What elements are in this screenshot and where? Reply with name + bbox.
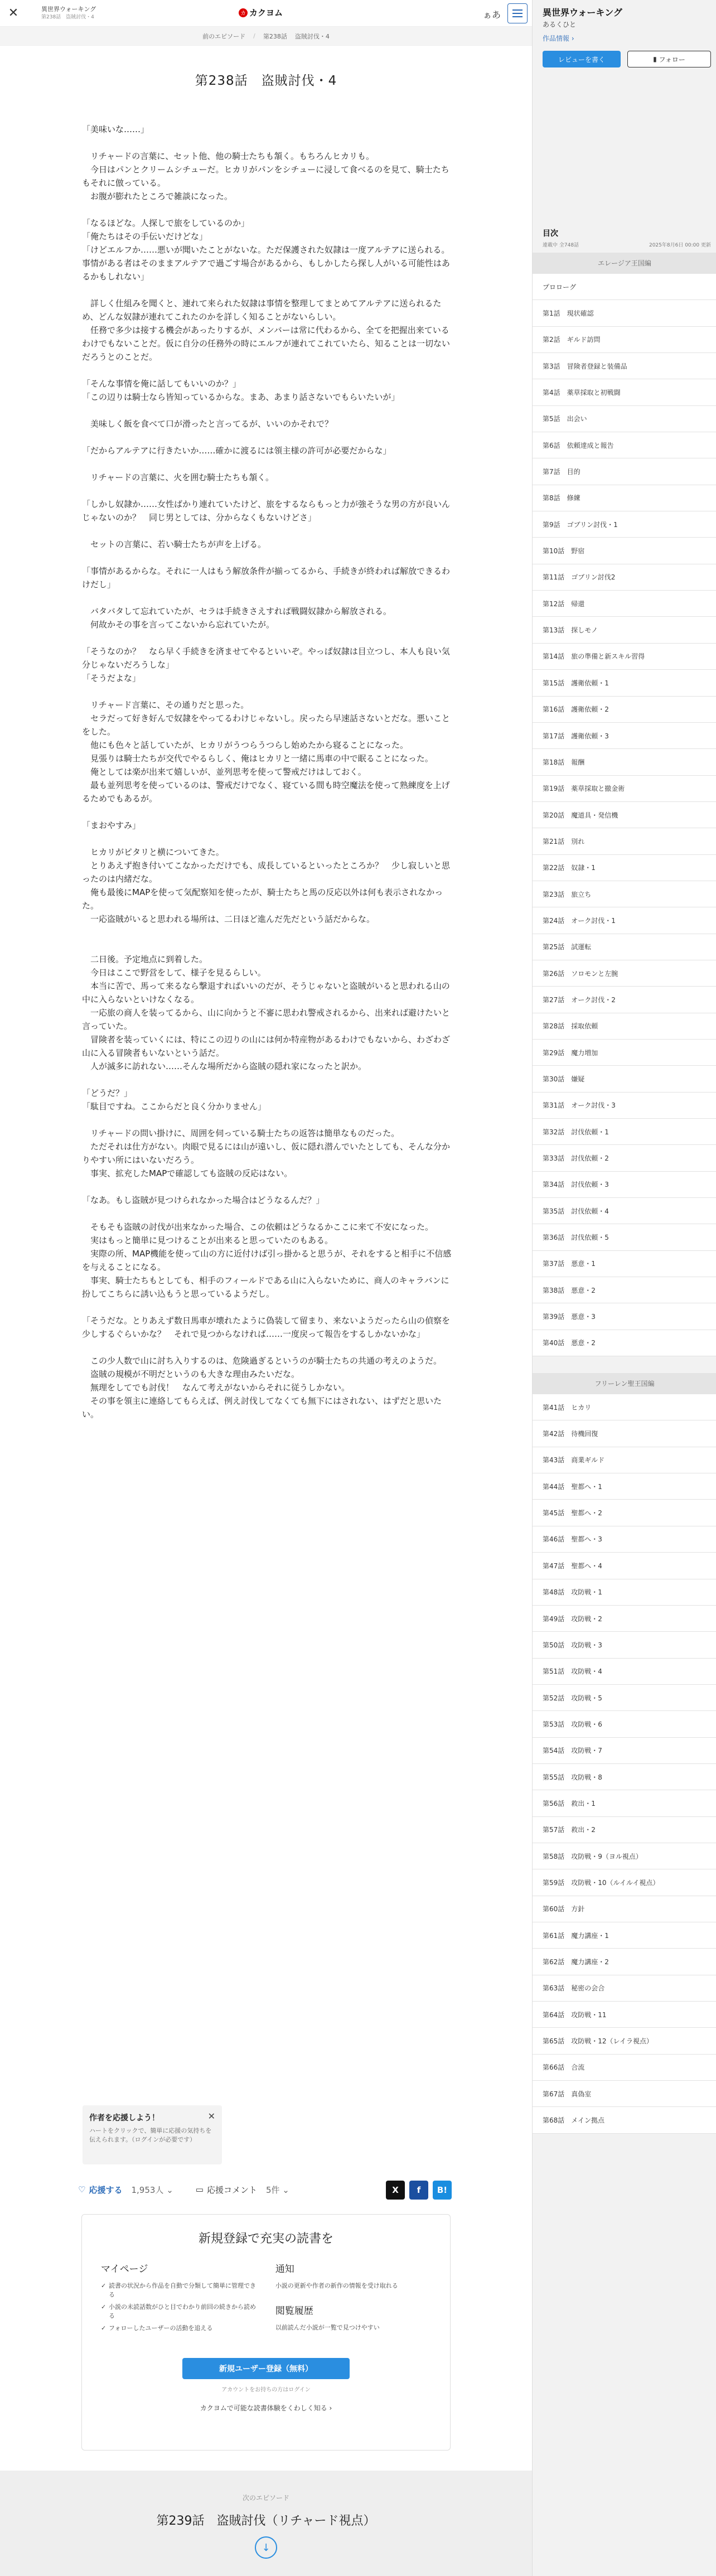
top-bar (0, 0, 532, 27)
body-paragraph: 「なあ。もし盗賊が見つけられなかった場合はどうなるんだ？」 (82, 1195, 325, 1205)
toc-episode-link[interactable]: 第21話 別れ (533, 828, 716, 854)
toc-episode-link[interactable]: 第23話 旅立ち (533, 881, 716, 907)
action-bar (78, 2179, 452, 2200)
body-paragraph: 俺も最後にMAPを使って気配察知を使ったが、騎士たちと馬の反応以外は何も表示されなかった。 (82, 887, 443, 911)
toc-episode-link[interactable]: 第68話 メイン拠点 (533, 2107, 716, 2133)
text-size-button[interactable]: ぁあ (483, 9, 501, 20)
register-title: 新規登録で充実の読書を (198, 2232, 333, 2246)
body-paragraph (82, 551, 456, 564)
toc-episode-link[interactable]: 第4話 薬草採取と初戦闘 (533, 379, 716, 405)
toc-episode-link[interactable]: 第10話 野宿 (533, 538, 716, 564)
episode-count: 連載中 全748話 (543, 243, 579, 248)
toc-episode-link[interactable]: 第39話 悪意・3 (533, 1303, 716, 1330)
support-button[interactable] (78, 2184, 122, 2196)
body-paragraph: 二日後。予定地点に到着した。 (82, 954, 208, 964)
body-paragraph: 「事情があるからな。それに一人はもう解放条件が揃ってるから、手続きが終われば解放できるわけだし」 (82, 566, 451, 589)
body-paragraph (82, 805, 456, 819)
support-count-value: 1,953人 (131, 2184, 164, 2195)
toc-episode-link[interactable]: 第13話 探しモノ (533, 617, 716, 643)
body-paragraph: 事実、騎士たちもとしても、相手のフィールドである山に入らないために、商人のキャラバンに扮してこちらに誘い込もうと思っているようだし。 (82, 1275, 449, 1299)
body-paragraph: リチャードの言葉に、火を囲む騎士たちも頷く。 (82, 472, 274, 482)
body-paragraph: 俺としては楽が出来て嬉しいが、並列思考を使って警戒だけはしておく。 (82, 767, 366, 777)
body-paragraph: 「しかし奴隷か……女性ばかり連れていたけど、旅をするならもっと力が強そうな男の方が良いんじゃないのか？ 同じ男としては、分からなくもないけどさ」 (82, 499, 451, 523)
body-paragraph: リチャードの問い掛けに、周囲を伺っている騎士たちの返答は簡単なものだった。 (82, 1128, 400, 1138)
menu-icon (512, 9, 523, 11)
toc-episode-link[interactable]: 第25話 試運転 (533, 934, 716, 960)
next-episode-title[interactable]: 第239話 盗賊討伐（リチャード視点） (156, 2514, 376, 2528)
breadcrumb (0, 27, 532, 46)
support-desc: ハートをクリックで、簡単に応援の気持ちを伝えられます。（ログインが必要です） (89, 2127, 212, 2143)
toc-gap (533, 1356, 716, 1369)
body-paragraph: この少人数で山に討ち入りするのは、危険過ぎるというのが騎士たちの共通の考えのようだ。 (82, 1356, 442, 1366)
toc-episode-link[interactable]: 第18話 報酬 (533, 749, 716, 775)
body-paragraph (82, 136, 456, 149)
body-paragraph: 「そんな事情を俺に話してもいいのか？」 (82, 379, 241, 389)
menu-button[interactable] (507, 3, 528, 23)
body-paragraph (82, 832, 456, 845)
heart-icon: ♡ (78, 2184, 86, 2195)
body-paragraph (82, 631, 456, 645)
body-paragraph (82, 1341, 456, 1354)
body-paragraph (82, 1073, 456, 1086)
toc-episode-link[interactable]: 第5話 出会い (533, 406, 716, 432)
body-paragraph: 一応旅の商人を装ってるから、山に向かうと不審に思われ警戒されるから、出来れば避けたいと言っていた。 (82, 1008, 451, 1031)
table-of-contents (533, 228, 716, 2134)
body-paragraph: 最も並列思考を使っているのは、警戒だけでなく、寝ている間も時空魔法を使って熟練度を上げるためでもあるが。 (82, 780, 450, 804)
body-paragraph: 本当に苦で、馬って来るなら撃退すればいいのだが、そうじゃないと盗賊がいると思われる山の中に入らないといけなくなる。 (82, 981, 450, 1004)
toc-episode-link[interactable]: 第30話 嫌疑 (533, 1066, 716, 1092)
toc-episode-link[interactable]: 第14話 旅の準備と新スキル習得 (533, 644, 716, 670)
toc-episode-link[interactable]: 第28話 採取依頼 (533, 1013, 716, 1040)
toc-episode-link[interactable]: 第45話 聖都へ・2 (533, 1500, 716, 1526)
body-paragraph (82, 431, 456, 444)
body-paragraph (82, 457, 456, 471)
body-paragraph (82, 939, 456, 953)
mypage-heading: マイページ (101, 2264, 148, 2275)
toc-episode-link[interactable]: 第60話 方針 (533, 1896, 716, 1922)
body-paragraph: 「まおやすみ」 (82, 820, 141, 830)
toc-episode-link[interactable]: 第24話 オーク討伐・1 (533, 907, 716, 934)
body-paragraph (82, 203, 456, 216)
toc-episode-link[interactable]: 第65話 攻防戦・12（レイラ視点） (533, 2028, 716, 2054)
menu-icon-bar (512, 13, 523, 14)
body-paragraph: セットの言葉に、若い騎士たちが声を上げる。 (82, 539, 267, 549)
body-paragraph: そもそも盗賊の討伐が出来なかった場合、この依頼はどうなるかここに来て不安になった。 (82, 1222, 434, 1232)
body-paragraph: 「美味いな……」 (82, 124, 149, 134)
toc-episode-link[interactable]: 第46話 聖都へ・3 (533, 1526, 716, 1553)
mypage-item: ✓ 小説の未読話数がひと目でわかり前回の続きから読める (101, 2303, 262, 2321)
review-label: レビューを書く (558, 55, 605, 64)
body-paragraph: 今日はここで野営をして、様子を見るらしい。 (82, 968, 266, 978)
body-paragraph: 「駄目ですね。ここからだと良く分かりません」 (82, 1101, 267, 1111)
logo-icon: カ (239, 8, 248, 17)
toc-heading: 目次 (543, 229, 558, 238)
prev-episode-link[interactable]: 前のエピソード (202, 32, 246, 40)
toc-episode-link[interactable]: 第11話 ゴブリン討伐2 (533, 564, 716, 591)
body-paragraph (82, 404, 456, 417)
toc-episode-link[interactable]: 第51話 攻防戦・4 (533, 1659, 716, 1685)
toc-section-list (533, 1394, 716, 2134)
body-paragraph: 「この辺りは騎士なら皆知っているからな。まあ、あまり話さないでもらいたいが」 (82, 392, 400, 402)
toc-episode-link[interactable]: 第32話 討伐依頼・1 (533, 1119, 716, 1145)
body-paragraph: 「俺たちはその手伝いだけどな」 (82, 231, 208, 241)
current-episode-no: 第238話 (263, 32, 287, 40)
register-columns (101, 2261, 431, 2345)
body-paragraph: 「そうだな。とりあえず数日馬車が壊れたように偽装して留まり、来ないようだったら山の偵察を少しするぐらいかな？ それで見つからなければ……一度戻って報告をするしかないかな」 (82, 1316, 451, 1339)
body-paragraph (82, 283, 456, 297)
toc-episode-link[interactable]: 第33話 討伐依頼・2 (533, 1145, 716, 1171)
support-popup (83, 2105, 222, 2164)
toc-episode-link[interactable]: 第59話 攻防戦・10（ルイルイ視点） (533, 1869, 716, 1896)
sidebar (532, 0, 716, 2576)
toc-episode-link[interactable]: 第56話 救出・1 (533, 1790, 716, 1816)
comment-count-value: 5件 (265, 2184, 280, 2195)
toc-section-list (533, 274, 716, 1356)
toc-episode-link[interactable]: 第53話 攻防戦・6 (533, 1711, 716, 1737)
support-count[interactable]: 1,953人 ⌄ (131, 2184, 173, 2195)
learn-more-link[interactable]: カクヨムで可能な読書体験をくわしく知る › (200, 2404, 332, 2412)
body-paragraph: 実はもっと簡単に見つけることが出来ると思っていたのもある。 (82, 1235, 333, 1245)
body-paragraph: 詳しく仕組みを聞くと、連れて来られた奴隷は事情を整理してまとめてアルテアに送られるため、どんな奴隷が連れてこれたのかを詳しく知ることがないらしい。 (82, 298, 442, 322)
toc-episode-link[interactable]: 第35話 討伐依頼・4 (533, 1198, 716, 1224)
body-paragraph: リチャードの言葉に、セット他、他の騎士たちも頷く。もちろんヒカリも。 (82, 151, 374, 161)
toc-episode-link[interactable]: 第16話 護衛依頼・2 (533, 697, 716, 723)
kakuyomu-logo[interactable] (239, 7, 283, 18)
toc-episode-link[interactable]: 第49話 攻防戦・2 (533, 1606, 716, 1632)
body-paragraph (82, 524, 456, 538)
close-icon[interactable]: ✕ (207, 2111, 215, 2121)
body-paragraph: 「そうだよな」 (82, 673, 141, 683)
sidebar-author[interactable]: あるくひと (543, 21, 577, 28)
body-paragraph (82, 364, 456, 377)
follow-button[interactable] (627, 51, 711, 67)
hatena-share-icon[interactable]: B! (433, 2181, 452, 2200)
episode-title: 第238話 盗賊討伐・4 (195, 74, 337, 88)
menu-icon-bar (512, 16, 523, 17)
body-paragraph: 実際の所、MAP機能を使って山の方に近付けば引っ掛かると思うが、それをすると相手に不信感を与えることになる。 (82, 1249, 452, 1272)
toc-section-header: フリーレン聖王国編 (533, 1373, 716, 1394)
notify-heading: 通知 (275, 2264, 294, 2275)
toc-episode-link[interactable]: 第61話 魔力講座・1 (533, 1922, 716, 1949)
toc-episode-link[interactable]: 第22話 奴隷・1 (533, 855, 716, 881)
login-link[interactable]: アカウントをお持ちの方はログイン (221, 2387, 311, 2393)
toc-episode-link[interactable]: 第19話 薬草採取と撤金術 (533, 776, 716, 802)
toc-episode-link[interactable]: 第52話 攻防戦・5 (533, 1685, 716, 1711)
body-paragraph: 一応盗賊がいると思われる場所は、二日ほど進んだ先だという話だからな。 (82, 914, 375, 924)
toc-episode-link[interactable]: 第8話 修練 (533, 485, 716, 511)
support-title: 作者を応援しよう！ (89, 2114, 159, 2123)
body-paragraph: ヒカリがピタリと横についてきた。 (82, 847, 224, 857)
toc-episode-link[interactable]: 第43話 商業ギルド (533, 1447, 716, 1473)
comment-button[interactable] (196, 2184, 257, 2196)
follow-label: フォロー (659, 55, 685, 64)
updated-date: 2025年8月6日 00:00 更新 (649, 243, 711, 248)
body-paragraph: 「なるほどな。人探しで旅をしているのか」 (82, 218, 250, 228)
toc-episode-link[interactable]: 第15話 護衛依頼・1 (533, 670, 716, 696)
episode-body (82, 123, 456, 1421)
toc-episode-link[interactable]: 第29話 魔力増加 (533, 1040, 716, 1066)
body-paragraph (82, 1113, 456, 1127)
toc-episode-link[interactable]: 第1話 現状確認 (533, 300, 716, 326)
body-paragraph: 「けどエルフか……悪いが聞いたことがないな。ただ保護された奴隷は一度アルテアに送られる。事情がある者はそのままアルテアで過ごす場合があるから、もしかしたら探し人がいる可能性はあるかもしれない」 (82, 245, 450, 282)
notify-desc: 小説の更新や作者の新作の情報を受け取れる (275, 2282, 398, 2289)
bookmark-icon: ▮ (653, 55, 657, 63)
body-paragraph: 今日はパンとクリームシチューだ。ヒカリがパンをシチューに浸して食べるのを見て、騎士たちもそれに倣っている。 (82, 165, 449, 188)
comment-icon: ▭ (195, 2184, 204, 2195)
toc-episode-link[interactable]: 第37話 悪意・1 (533, 1251, 716, 1277)
toc-episode-link[interactable]: 第42話 待機回復 (533, 1420, 716, 1447)
body-paragraph: バタバタして忘れていたが、セラは手続きさえすれば戦闘奴隷から解放される。 (82, 606, 391, 616)
toc-episode-link[interactable]: 第50話 攻防戦・3 (533, 1632, 716, 1658)
body-paragraph: ただそれは仕方がない。肉眼で見るには山が遠いし、仮に隠れ潜んでいたとしても、そんな分かりやすい所にはいないだろう。 (82, 1142, 451, 1165)
body-paragraph: 無理をしてでも討伐！ なんて考えがないからそれに従うしかない。 (82, 1383, 350, 1393)
toc-episode-link[interactable]: 第27話 オーク討伐・2 (533, 987, 716, 1013)
body-paragraph: 任務で多少は接する機会があったりするが、メンバーは常に代わるから、全てを把握出来ているわけでもないことだ。仮に自分の任務外の時にエルフが連れてこれていたら、知ることは一切ないだろうとのことだ。 (82, 325, 451, 362)
toc-episode-link[interactable]: 第36話 討伐依頼・5 (533, 1224, 716, 1250)
toc-episode-link[interactable]: 第67話 真偽室 (533, 2081, 716, 2107)
body-paragraph: お腹が膨れたところで雑談になった。 (82, 191, 233, 201)
toc-episode-link[interactable]: プロローグ (533, 274, 716, 300)
body-paragraph (82, 926, 456, 939)
register-col-mypage (101, 2261, 262, 2345)
register-button[interactable]: 新規ユーザー登録（無料） (182, 2358, 350, 2379)
body-paragraph: 他にも色々と話していたが、ヒカリがうつらうつらし始めたから寝ることになった。 (82, 740, 409, 750)
toc-episode-link[interactable]: 第47話 聖都へ・4 (533, 1553, 716, 1579)
toc-episode-link[interactable]: 第54話 攻防戦・7 (533, 1738, 716, 1764)
body-paragraph: セラだって好き好んで奴隷をやってるわけじゃないし。戻ったら早速話さないとだな。悪いことをした。 (82, 713, 451, 737)
toc-episode-link[interactable]: 第40話 悪意・2 (533, 1330, 716, 1356)
toc-episode-link[interactable]: 第63話 秘密の会合 (533, 1975, 716, 2002)
next-episode-area (0, 2471, 532, 2576)
history-heading: 閲覧履歴 (275, 2306, 313, 2317)
breadcrumb-separator: / (253, 32, 255, 40)
sidebar-work-title[interactable]: 異世界ウォーキング (543, 7, 622, 18)
register-col-features (275, 2261, 431, 2345)
body-paragraph: 冒険者を装っていくには、特にこの辺りの山には何か特産物があるわけでもないから、わざわざ山に入る冒険者もいないという話だ。 (82, 1035, 451, 1058)
register-box (81, 2214, 451, 2451)
review-button[interactable] (543, 51, 621, 67)
toc-episode-link[interactable]: 第7話 目的 (533, 458, 716, 485)
toc-episode-link[interactable]: 第9話 ゴブリン討伐・1 (533, 511, 716, 538)
toc-episode-link[interactable]: 第64話 攻防戦・11 (533, 2002, 716, 2028)
body-paragraph: 美味しく飯を食べて口が滑ったと言ってるが、いいのかそれで？ (82, 419, 333, 429)
toc-episode-link[interactable]: 第66話 合流 (533, 2055, 716, 2081)
toc-meta (543, 241, 711, 248)
toc-episode-link[interactable]: 第41話 ヒカリ (533, 1394, 716, 1420)
body-paragraph: 「だからアルテアに行きたいか……確かに渡るには領主様の許可が必要だからな」 (82, 446, 391, 456)
comment-label: 応援コメント (206, 2184, 257, 2195)
work-info-link[interactable]: 作品情報 › (543, 35, 574, 42)
work-info[interactable] (41, 6, 96, 21)
toc-episode-link[interactable]: 第48話 攻防戦・1 (533, 1579, 716, 1606)
logo-text: カクヨム (249, 8, 283, 18)
body-paragraph: 事実、拡充したMAPで確認しても盗賊の反応はない。 (82, 1168, 293, 1178)
body-paragraph (82, 591, 456, 605)
body-paragraph (82, 685, 456, 698)
toc-episode-link[interactable]: 第26話 ソロモンと左腕 (533, 960, 716, 987)
toc-episode-link[interactable]: 第20話 魔道具・発信機 (533, 802, 716, 828)
close-icon[interactable]: ✕ (8, 6, 19, 20)
facebook-share-icon[interactable]: f (409, 2181, 428, 2200)
body-paragraph (82, 1180, 456, 1193)
toc-episode-link[interactable]: 第57話 救出・2 (533, 1817, 716, 1843)
body-paragraph: 「そうなのか？ なら早く手続きを済ませてやるといいぞ。やっぱ奴隷は目立つし、本人も良い気分じゃないだろうしな」 (82, 646, 450, 670)
body-paragraph: 何故かその事を言ってこないから忘れていたが。 (82, 620, 275, 630)
body-paragraph: その事を領主に連絡してもらえば、例え討伐してなくても無下にはされない、はずだと思いたい。 (82, 1396, 442, 1419)
toc-episode-link[interactable]: 第34話 討伐依頼・3 (533, 1172, 716, 1198)
current-episode-title: 盗賊討伐・4 (294, 32, 330, 40)
x-share-icon[interactable]: X (386, 2181, 405, 2200)
mypage-item: ✓ 読書の状況から作品を自動で分類して簡単に管理できる (101, 2282, 262, 2299)
toc-episode-link[interactable]: 第62話 魔力講座・2 (533, 1949, 716, 1975)
toc-episode-link[interactable]: 第12話 帰還 (533, 591, 716, 617)
toc-episode-link[interactable]: 第31話 オーク討伐・3 (533, 1093, 716, 1119)
toc-episode-link[interactable]: 第38話 悪意・2 (533, 1277, 716, 1303)
toc-episode-link[interactable]: 第6話 依頼達成と報告 (533, 432, 716, 458)
toc-episode-link[interactable]: 第3話 冒険者登録と装備品 (533, 353, 716, 379)
history-desc: 以前読んだ小説が一覧で見つけやすい (275, 2324, 380, 2331)
body-paragraph (82, 484, 456, 497)
toc-episode-link[interactable]: 第44話 聖都へ・1 (533, 1473, 716, 1500)
body-paragraph: 「どうだ？」 (82, 1088, 133, 1098)
body-paragraph: 人が滅多に訪れない……そんな場所だから盗賊の隠れ家になったと訳か。 (82, 1061, 367, 1071)
body-paragraph: リチャード言葉に、その通りだと思った。 (82, 700, 249, 710)
toc-section-header: エレージア王国編 (533, 253, 716, 274)
work-title: 異世界ウォーキング (41, 5, 96, 13)
body-paragraph: 盗賊の規模が不明だというのも大きな理由みたいだな。 (82, 1369, 300, 1379)
comment-count[interactable]: 5件 ⌄ (265, 2184, 289, 2195)
support-label: 応援する (89, 2184, 123, 2195)
body-paragraph: とりあえず抱き付いてこなかっただけでも、成長しているといったところか？ 少し寂しいと思ったのは内緒だな。 (82, 861, 451, 884)
arrow-down-icon[interactable]: ↓ (255, 2536, 277, 2559)
body-paragraph (82, 1301, 456, 1314)
body-paragraph: 見張りは騎士たちが交代でやるらしく、俺はヒカリと一緒に馬車の中で眠ることになった。 (82, 753, 433, 763)
toc-episode-link[interactable]: 第2話 ギルド訪問 (533, 327, 716, 353)
body-paragraph (82, 1207, 456, 1220)
toc-episode-link[interactable]: 第55話 攻防戦・8 (533, 1764, 716, 1790)
next-episode-label: 次のエピソード (242, 2494, 289, 2502)
episode-subtitle: 第238話 盗賊討伐・4 (41, 14, 94, 20)
sidebar-buttons (543, 51, 716, 67)
toc-episode-link[interactable]: 第58話 攻防戦・9（ヨル視点） (533, 1843, 716, 1869)
share-buttons (386, 2181, 452, 2200)
mypage-item: ✓ フォローしたユーザーの活動を追える (101, 2324, 262, 2333)
toc-episode-link[interactable]: 第17話 護衛依頼・3 (533, 723, 716, 749)
